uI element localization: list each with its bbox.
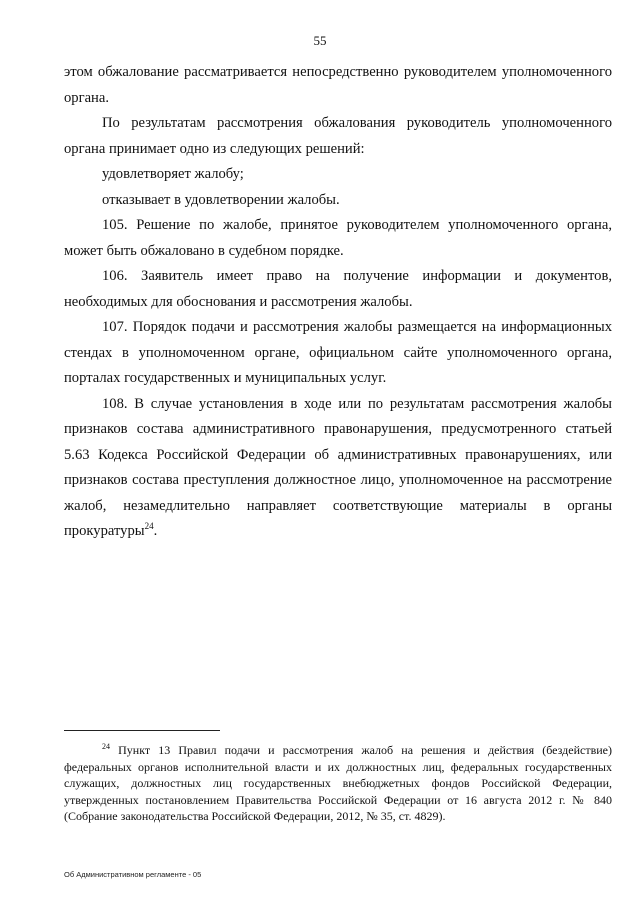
paragraph-decision-refuse: отказывает в удовлетворении жалобы.: [102, 191, 340, 208]
paragraph-105: 105. Решение по жалобе, принятое руководителем уполномоченного органа, может быть обжаловано в судебном порядке.: [64, 217, 612, 259]
footnote-reference[interactable]: 24: [144, 521, 154, 531]
footnote: [64, 742, 612, 825]
footnote-text: Пункт 13 Правил подачи и рассмотрения жалоб на решения и действия (бездействие) федеральных органов исполнительной власти и их должностных лиц, федеральных государственных служащих, должностных лиц государственных внебюджетных фондов Российской Федерации, утвержденных постановлением Правительства Российской Федерации от 16 августа 2012 г. № 840 (Собрание законодательства Российской Федерации, 2012, № 35, ст. 4829).: [64, 743, 612, 823]
paragraph-108: 108. В случае установления в ходе или по результатам рассмотрения жалобы признаков состава административного правонарушения, предусмотренного статьей 5.63 Кодекса Российской Федерации об административных правонарушениях, или признаков состава преступления должностное лицо, уполномоченное на рассмотрение жалоб, незамедлительно направляет соответствующие материалы в органы прокуратуры$^{24}$.: [64, 395, 612, 539]
page-number: 55: [313, 33, 327, 48]
paragraph-108-text: 108. В случае установления в ходе или по результатам рассмотрения жалобы признаков состава административного правонарушения, предусмотренного статьей 5.63 Кодекса Российской Федерации об административных правонарушениях, или признаков состава преступления должностное лицо, уполномоченное на рассмотрение жалоб, незамедлительно направляет соответствующие материалы в органы прокуратуры: [64, 395, 612, 539]
footnote-separator: [64, 730, 220, 731]
footnote-number: 24: [102, 742, 110, 751]
paragraph-106: 106. Заявитель имеет право на получение информации и документов, необходимых для обоснования и рассмотрения жалобы.: [64, 268, 612, 310]
paragraph-decision-satisfy: удовлетворяет жалобу;: [102, 166, 244, 182]
paragraph-107: 107. Порядок подачи и рассмотрения жалобы размещается на информационных стендах в уполномоченном органе, официальном сайте уполномоченного органа, порталах государственных и муниципальных услуг.: [64, 319, 612, 386]
paragraph-continuation: этом обжалование рассматривается непосредственно руководителем уполномоченного органа.: [64, 64, 612, 106]
body-text: [64, 60, 612, 545]
footnote-paragraph: [64, 742, 612, 825]
paragraph-decisions-intro: По результатам рассмотрения обжалования руководитель уполномоченного органа принимает одно из следующих решений:: [64, 115, 612, 157]
document-footer: Об Административном регламенте - 05: [64, 870, 202, 879]
